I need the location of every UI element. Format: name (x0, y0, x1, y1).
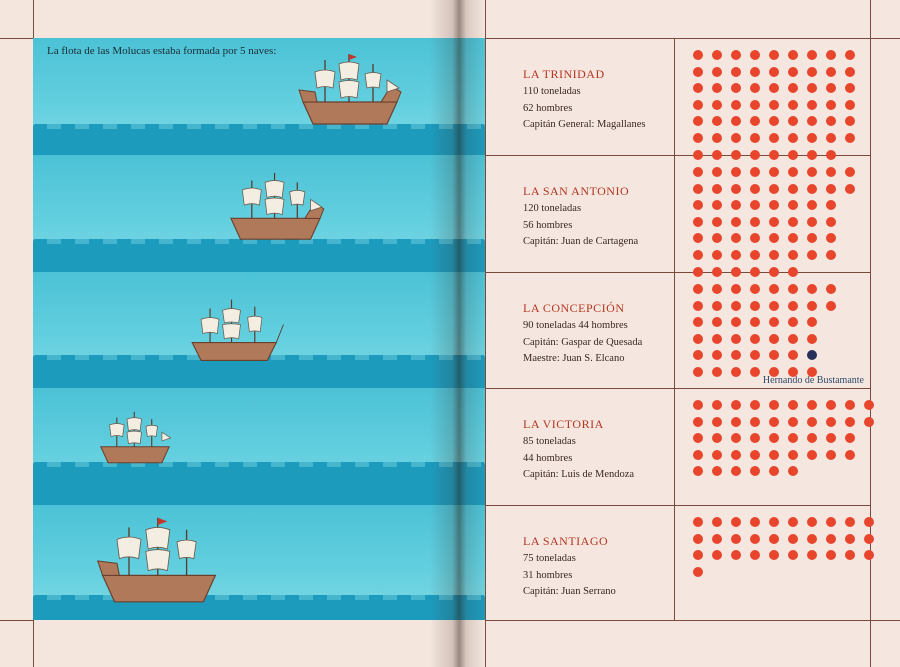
crew-dot (750, 301, 760, 311)
crew-dot (826, 417, 836, 427)
crew-dot (788, 550, 798, 560)
crew-dot (769, 450, 779, 460)
crew-dot (788, 450, 798, 460)
ship-detail: Capitán: Juan de Cartagena (523, 236, 639, 247)
crew-dot (788, 200, 798, 210)
crew-dot (826, 67, 836, 77)
crew-dot (731, 301, 741, 311)
crew-dot (712, 450, 722, 460)
crew-dot (826, 400, 836, 410)
crew-dot (826, 517, 836, 527)
crew-dot (712, 50, 722, 60)
crew-dot (807, 534, 817, 544)
crew-dot (693, 67, 703, 77)
crew-dot (693, 100, 703, 110)
crew-dot (731, 67, 741, 77)
crew-dot (750, 517, 760, 527)
ship-detail: 75 toneladas (523, 553, 576, 564)
crew-dot (807, 167, 817, 177)
crew-dot (807, 317, 817, 327)
ship-name: LA TRINIDAD (523, 67, 605, 81)
crew-dot (769, 184, 779, 194)
crew-dot (712, 167, 722, 177)
crew-dot (769, 116, 779, 126)
crew-dot (807, 350, 817, 360)
ship-detail: 31 hombres (523, 569, 573, 581)
border-line (485, 620, 900, 621)
crew-dot (864, 534, 874, 544)
crew-dot (731, 334, 741, 344)
crew-dot (712, 116, 722, 126)
crew-dot (769, 301, 779, 311)
ship-detail: 44 hombres (523, 452, 573, 464)
crew-dot (712, 367, 722, 377)
crew-dot (845, 116, 855, 126)
crew-dot (788, 133, 798, 143)
crew-dot (788, 167, 798, 177)
ship-detail: Capitán General: Magallanes (523, 119, 646, 130)
ship-detail: Capitán: Juan Serrano (523, 586, 616, 597)
crew-dot (845, 133, 855, 143)
crew-dot (826, 550, 836, 560)
crew-dot (769, 517, 779, 527)
crew-dot (750, 116, 760, 126)
crew-dot (750, 334, 760, 344)
crew-dot (788, 100, 798, 110)
crew-dot (845, 417, 855, 427)
crew-dot (712, 350, 722, 360)
crew-dot (769, 550, 779, 560)
crew-dot (731, 217, 741, 227)
crew-dot (807, 67, 817, 77)
ship-info (523, 301, 703, 368)
crew-dot (712, 184, 722, 194)
crew-dot (807, 200, 817, 210)
crew-dot (693, 334, 703, 344)
crew-dot (788, 317, 798, 327)
crew-dot (807, 550, 817, 560)
crew-dot (693, 517, 703, 527)
ship-name: LA CONCEPCIÓN (523, 301, 625, 315)
crew-dot (750, 233, 760, 243)
crew-dot (693, 301, 703, 311)
crew-dot (864, 400, 874, 410)
crew-dot (769, 100, 779, 110)
intro-caption: La flota de las Molucas estaba formada por 5 naves: (47, 45, 277, 57)
crew-dot (750, 217, 760, 227)
crew-dot (750, 167, 760, 177)
crew-dot (769, 233, 779, 243)
crew-dot (845, 83, 855, 93)
crew-dot (693, 567, 703, 577)
crew-dot (807, 284, 817, 294)
ship-row-concepcion (485, 272, 870, 388)
crew-dot (807, 83, 817, 93)
crew-dot (826, 83, 836, 93)
crew-dot (807, 233, 817, 243)
crew-dot (826, 301, 836, 311)
crew-dot (845, 517, 855, 527)
ship-detail: 90 toneladas 44 hombres (523, 320, 628, 331)
crew-dot (712, 466, 722, 476)
crew-dot (807, 250, 817, 260)
crew-dot (750, 184, 760, 194)
crew-dot (807, 133, 817, 143)
crew-dot (750, 450, 760, 460)
crew-dot (731, 433, 741, 443)
crew-dot (750, 100, 760, 110)
crew-dot (807, 116, 817, 126)
crew-dot (769, 217, 779, 227)
crew-dot (693, 184, 703, 194)
crew-dot (788, 50, 798, 60)
crew-dot (750, 317, 760, 327)
crew-dot (769, 250, 779, 260)
crew-dot (788, 517, 798, 527)
ship-row-san-antonio (485, 155, 870, 272)
ship-detail: Capitán: Gaspar de Quesada (523, 336, 643, 348)
crew-dot (845, 167, 855, 177)
crew-dot (712, 200, 722, 210)
ship-name: LA SANTIAGO (523, 534, 609, 548)
crew-dot (750, 417, 760, 427)
crew-dot (769, 350, 779, 360)
credit-note: Hernando de Bustamante (762, 375, 864, 386)
crew-dot (750, 250, 760, 260)
crew-dot (750, 367, 760, 377)
crew-dot (750, 200, 760, 210)
crew-dot (693, 367, 703, 377)
crew-dot (845, 184, 855, 194)
ship-detail: 62 hombres (523, 102, 573, 114)
crew-dot (712, 83, 722, 93)
crew-dot (826, 450, 836, 460)
crew-dot (731, 83, 741, 93)
crew-dot (731, 550, 741, 560)
ship-info (523, 534, 703, 601)
crew-dot (826, 200, 836, 210)
crew-dot (712, 250, 722, 260)
crew-dot (845, 433, 855, 443)
crew-dot (769, 67, 779, 77)
ship-illustration-concepcion (181, 296, 291, 364)
crew-dot (712, 400, 722, 410)
crew-dot (731, 167, 741, 177)
ship-name: LA VICTORIA (523, 417, 604, 431)
crew-dot (826, 116, 836, 126)
crew-dot (788, 417, 798, 427)
sea-panel-santiago (33, 505, 485, 620)
crew-dot (712, 417, 722, 427)
sea-panel-trinidad (33, 38, 485, 155)
crew-dot (693, 417, 703, 427)
crew-dot (731, 250, 741, 260)
crew-dot (864, 517, 874, 527)
crew-dot (731, 400, 741, 410)
ship-row-victoria (485, 388, 870, 505)
crew-dot (788, 400, 798, 410)
crew-dot (731, 50, 741, 60)
crew-dot (769, 50, 779, 60)
crew-dot (693, 284, 703, 294)
crew-dot (712, 233, 722, 243)
ship-info (523, 417, 703, 484)
crew-dot (731, 100, 741, 110)
crew-dot (788, 301, 798, 311)
crew-dot (731, 417, 741, 427)
crew-dot (769, 534, 779, 544)
crew-dot (731, 200, 741, 210)
border-line (0, 38, 33, 39)
crew-dot (769, 334, 779, 344)
ship-detail: 85 toneladas (523, 436, 576, 447)
crew-dot (693, 250, 703, 260)
sea-panel-victoria (33, 388, 485, 505)
crew-dot (731, 517, 741, 527)
ship-info (523, 184, 703, 251)
crew-dot (693, 450, 703, 460)
crew-dot (750, 350, 760, 360)
crew-dot (750, 67, 760, 77)
crew-dot (693, 534, 703, 544)
crew-dot (712, 517, 722, 527)
ship-detail: 56 hombres (523, 219, 573, 231)
crew-dot (731, 450, 741, 460)
ship-row-santiago (485, 505, 870, 620)
border-line (0, 620, 33, 621)
crew-dot (845, 450, 855, 460)
crew-dot (807, 301, 817, 311)
ship-illustration-victoria (95, 410, 175, 466)
crew-dot (769, 284, 779, 294)
crew-dot (712, 301, 722, 311)
crew-dot (845, 67, 855, 77)
crew-dot (750, 550, 760, 560)
crew-dot (788, 217, 798, 227)
ship-detail: 120 toneladas (523, 203, 582, 214)
ship-row-trinidad (485, 38, 870, 155)
crew-dot (788, 433, 798, 443)
crew-dot (826, 184, 836, 194)
crew-dot (731, 466, 741, 476)
crew-dot (826, 233, 836, 243)
crew-dot (731, 133, 741, 143)
crew-dot (826, 250, 836, 260)
crew-dot (845, 400, 855, 410)
crew-dot (788, 250, 798, 260)
crew-dot (826, 100, 836, 110)
crew-dot (807, 450, 817, 460)
crew-dot (826, 167, 836, 177)
crew-dot (712, 284, 722, 294)
crew-dot (750, 284, 760, 294)
crew-dot (731, 116, 741, 126)
crew-dot (712, 317, 722, 327)
crew-dot (750, 534, 760, 544)
crew-dot (864, 417, 874, 427)
crew-dot (693, 133, 703, 143)
ship-illustration-san-antonio (223, 171, 328, 243)
ship-illustration-santiago (93, 515, 225, 607)
crew-dot (788, 67, 798, 77)
crew-dot (731, 367, 741, 377)
crew-dot (807, 517, 817, 527)
crew-dot (807, 433, 817, 443)
crew-dot (845, 50, 855, 60)
crew-dot (712, 334, 722, 344)
crew-dot (750, 133, 760, 143)
crew-dot (750, 433, 760, 443)
crew-dot (788, 350, 798, 360)
crew-dot (807, 417, 817, 427)
crew-dot (750, 400, 760, 410)
crew-dot (807, 400, 817, 410)
crew-dot (826, 217, 836, 227)
sea-panel-san-antonio (33, 155, 485, 272)
crew-dot (712, 433, 722, 443)
crew-dot (788, 184, 798, 194)
sea-panel-concepcion (33, 272, 485, 388)
border-line (870, 0, 871, 667)
crew-dot (769, 167, 779, 177)
crew-dot (769, 133, 779, 143)
crew-dot (712, 550, 722, 560)
crew-dot (731, 284, 741, 294)
crew-dot (788, 116, 798, 126)
crew-dot (693, 50, 703, 60)
crew-dot (750, 466, 760, 476)
crew-dot (788, 233, 798, 243)
book-gutter (430, 0, 486, 667)
ship-detail: 110 toneladas (523, 86, 581, 97)
crew-dot (845, 534, 855, 544)
crew-dot (769, 400, 779, 410)
crew-dot (712, 133, 722, 143)
crew-dot (788, 466, 798, 476)
crew-dot (826, 50, 836, 60)
crew-dot (731, 233, 741, 243)
crew-dot (712, 217, 722, 227)
crew-dot (826, 133, 836, 143)
crew-dot (807, 50, 817, 60)
crew-dot (788, 534, 798, 544)
crew-dot (807, 334, 817, 344)
crew-dot (807, 100, 817, 110)
crew-dot (788, 334, 798, 344)
crew-dot (731, 317, 741, 327)
ship-info (523, 67, 703, 134)
crew-dot (750, 50, 760, 60)
crew-dot (769, 200, 779, 210)
ship-name: LA SAN ANTONIO (523, 184, 630, 198)
ship-detail: Capitán: Luis de Mendoza (523, 469, 635, 480)
crew-dot (731, 350, 741, 360)
crew-dot (769, 466, 779, 476)
crew-dot (731, 534, 741, 544)
crew-dot (693, 217, 703, 227)
crew-dot (788, 284, 798, 294)
crew-dot (807, 184, 817, 194)
crew-dot (693, 167, 703, 177)
crew-dot (769, 417, 779, 427)
crew-dot (750, 83, 760, 93)
crew-dot (731, 184, 741, 194)
crew-dot (712, 100, 722, 110)
crew-dot (712, 67, 722, 77)
ship-illustration-trinidad (295, 52, 405, 128)
crew-dot (769, 317, 779, 327)
crew-dot (826, 433, 836, 443)
crew-dot (769, 83, 779, 93)
crew-dot (693, 400, 703, 410)
crew-dot (712, 534, 722, 544)
ship-detail: Maestre: Juan S. Elcano (523, 353, 625, 364)
crew-dot (845, 550, 855, 560)
crew-dot (788, 83, 798, 93)
crew-dot (826, 284, 836, 294)
crew-dot (826, 534, 836, 544)
crew-dot (845, 100, 855, 110)
crew-dot (769, 433, 779, 443)
crew-dot (807, 217, 817, 227)
